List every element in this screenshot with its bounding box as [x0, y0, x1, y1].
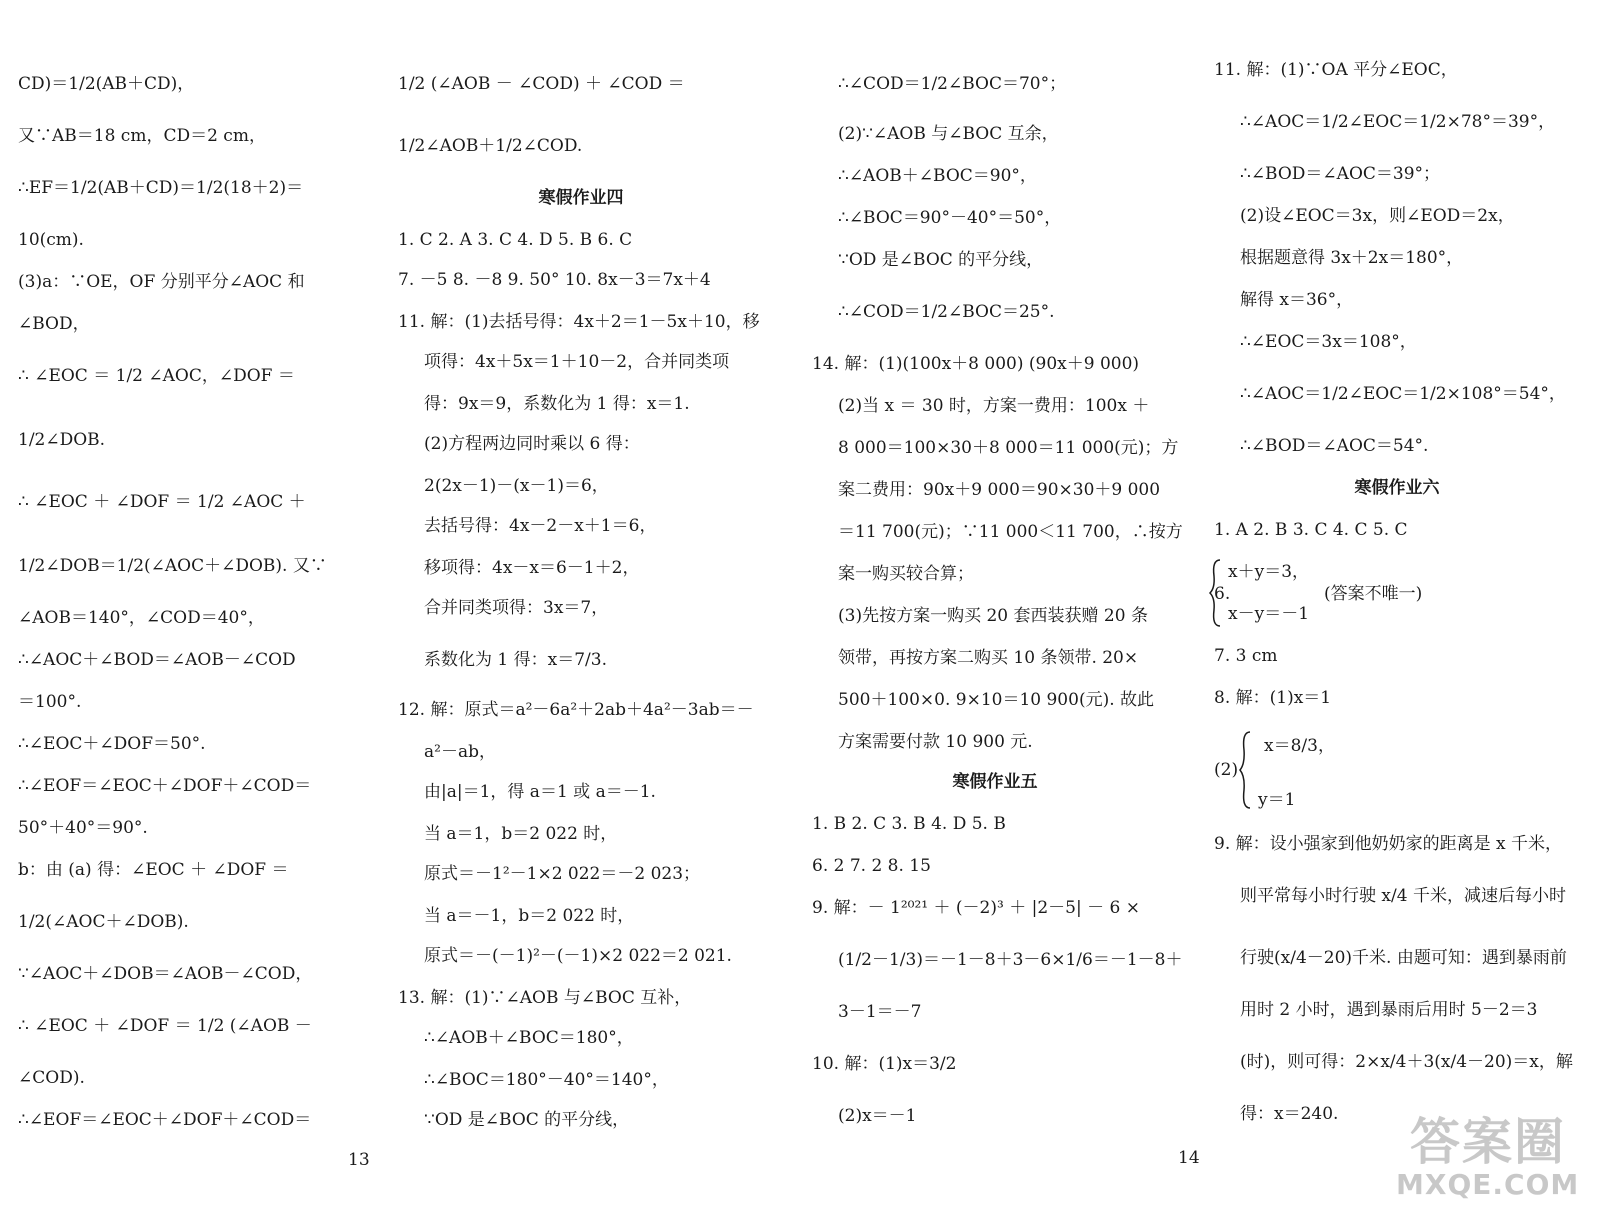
text-line: 项得：4x＋5x＝1＋10－2，合并同类项: [424, 352, 730, 372]
section-title-6: 寒假作业六: [1354, 478, 1440, 498]
text-line: ∵OD 是∠BOC 的平分线，: [838, 250, 1044, 270]
text-line: 根据题意得 3x＋2x＝180°，: [1240, 248, 1464, 268]
text-line: 1/2∠DOB＝1/2(∠AOC＋∠DOB). 又∵: [18, 556, 327, 576]
text-line: (答案不唯一): [1324, 584, 1423, 604]
watermark-text: 答案圈: [1410, 1113, 1566, 1171]
text-line: a²－ab，: [424, 742, 496, 762]
text-line: (3)a：∵OE，OF 分别平分∠AOC 和: [18, 272, 305, 292]
text-line: ＝100°.: [18, 692, 82, 712]
text-line: 1/2∠AOB＋1/2∠COD.: [398, 136, 583, 156]
text-line: ∴∠COD＝1/2∠BOC＝70°；: [838, 74, 1067, 94]
text-line: (1/2－1/3)＝－1－8＋3－6×1/6＝－1－8＋: [838, 950, 1183, 970]
page-number-right: 14: [1178, 1148, 1200, 1168]
text-line: 500＋100×0. 9×10＝10 900(元). 故此: [838, 690, 1155, 710]
text-line: 原式＝－1²－1×2 022＝－2 023；: [424, 864, 701, 884]
text-line: 8. 解：(1)x＝1: [1214, 688, 1332, 708]
text-line: 11. 解：(1)∵OA 平分∠EOC，: [1214, 60, 1458, 80]
text-line: CD)＝1/2(AB＋CD)，: [18, 74, 195, 94]
text-line: 9. 解：设小强家到他奶奶家的距离是 x 千米，: [1214, 834, 1563, 854]
text-line: 案一购买较合算；: [838, 564, 974, 584]
text-line: 12. 解：原式＝a²－6a²＋2ab＋4a²－3ab＝－: [398, 700, 754, 720]
section-title-4: 寒假作业四: [538, 188, 624, 208]
text-line: 14. 解：(1)(100x＋8 000) (90x＋9 000): [812, 354, 1140, 374]
text-line: y＝1: [1258, 790, 1296, 810]
text-line: ∴∠BOC＝90°－40°＝50°，: [838, 208, 1062, 228]
text-line: ∠AOB＝140°，∠COD＝40°，: [18, 608, 265, 628]
text-line: 6.: [1214, 584, 1231, 604]
text-line: 13. 解：(1)∵∠AOB 与∠BOC 互补，: [398, 988, 692, 1008]
text-line: ∵∠AOC＋∠DOB＝∠AOB－∠COD，: [18, 964, 313, 984]
text-line: ∠BOD，: [18, 314, 90, 334]
text-line: ∴ ∠EOC ＋ ∠DOF ＝ 1/2 ∠AOC ＋: [18, 492, 306, 512]
text-line: 系数化为 1 得：x＝7/3.: [424, 650, 607, 670]
text-line: ∠COD).: [18, 1068, 85, 1088]
text-line: ∴∠EOF＝∠EOC＋∠DOF＋∠COD＝: [18, 776, 312, 796]
text-line: ∴∠AOC＝1/2∠EOC＝1/2×108°＝54°，: [1240, 384, 1566, 404]
text-line: ∴∠EOF＝∠EOC＋∠DOF＋∠COD＝: [18, 1110, 312, 1130]
text-line: (2): [1214, 760, 1239, 780]
text-line: 1. C 2. A 3. C 4. D 5. B 6. C: [398, 230, 633, 250]
text-line: (2)x＝－1: [838, 1106, 917, 1126]
text-line: 又∵AB＝18 cm，CD＝2 cm，: [18, 126, 266, 146]
page-number-left: 13: [348, 1150, 370, 1170]
watermark-url: MXQE.COM: [1396, 1168, 1580, 1201]
text-line: 用时 2 小时，遇到暴雨后用时 5－2＝3: [1240, 1000, 1538, 1020]
text-line: 7. 3 cm: [1214, 646, 1278, 666]
text-line: 当 a＝1，b＝2 022 时，: [424, 824, 618, 844]
text-line: 3－1＝－7: [838, 1002, 922, 1022]
text-line: (时)，则可得：2×x/4＋3(x/4－20)＝x，解: [1240, 1052, 1573, 1072]
text-line: ∴ ∠EOC ＝ 1/2 ∠AOC，∠DOF ＝: [18, 366, 295, 386]
text-line: (2)设∠EOC＝3x，则∠EOD＝2x，: [1240, 206, 1515, 226]
text-line: x＝8/3，: [1264, 736, 1335, 756]
text-line: 合并同类项得：3x＝7，: [424, 598, 609, 618]
text-line: ∴∠EOC＋∠DOF＝50°.: [18, 734, 206, 754]
text-line: 得：x＝240.: [1240, 1104, 1339, 1124]
text-line: ∴∠AOC＋∠BOD＝∠AOB－∠COD: [18, 650, 296, 670]
text-line: ∵OD 是∠BOC 的平分线，: [424, 1110, 630, 1130]
text-line: (2)∵∠AOB 与∠BOC 互余，: [838, 124, 1059, 144]
text-line: 当 a＝－1，b＝2 022 时，: [424, 906, 635, 926]
text-line: b：由 (a) 得：∠EOC ＋ ∠DOF ＝: [18, 860, 289, 880]
text-line: 9. 解：－ 1²⁰²¹ ＋ (－2)³ ＋ |2－5| － 6 ×: [812, 898, 1140, 918]
watermark-logo: [1394, 1100, 1594, 1210]
text-line: ∴∠AOB＋∠BOC＝180°，: [424, 1028, 634, 1048]
text-line: 6. 2 7. 2 8. 15: [812, 856, 931, 876]
text-line: x－y＝－1: [1228, 604, 1310, 624]
text-line: ∴∠BOC＝180°－40°＝140°，: [424, 1070, 669, 1090]
text-line: (2)当 x ＝ 30 时，方案一费用：100x ＋: [838, 396, 1150, 416]
text-line: 1. A 2. B 3. C 4. C 5. C: [1214, 520, 1408, 540]
text-line: 8 000＝100×30＋8 000＝11 000(元)；方: [838, 438, 1179, 458]
text-line: 10. 解：(1)x＝3/2: [812, 1054, 957, 1074]
section-title-5: 寒假作业五: [952, 772, 1038, 792]
text-line: x＋y＝3，: [1228, 562, 1310, 582]
text-line: 方案需要付款 10 900 元.: [838, 732, 1033, 752]
text-line: 2(2x－1)－(x－1)＝6，: [424, 476, 609, 496]
text-line: 1/2 (∠AOB － ∠COD) ＋ ∠COD ＝: [398, 74, 685, 94]
text-line: 10(cm).: [18, 230, 84, 250]
text-line: ∴ ∠EOC ＋ ∠DOF ＝ 1/2 (∠AOB －: [18, 1016, 312, 1036]
text-line: 则平常每小时行驶 x/4 千米，减速后每小时: [1240, 886, 1566, 906]
text-line: ∴∠BOD＝∠AOC＝54°.: [1240, 436, 1429, 456]
text-line: 案二费用：90x＋9 000＝90×30＋9 000: [838, 480, 1161, 500]
text-line: 11. 解：(1)去括号得：4x＋2＝1－5x＋10，移: [398, 312, 760, 332]
text-line: ∴∠EOC＝3x＝108°，: [1240, 332, 1417, 352]
text-line: 行驶(x/4－20)千米. 由题可知：遇到暴雨前: [1240, 948, 1567, 968]
text-line: 50°＋40°＝90°.: [18, 818, 148, 838]
text-line: 去括号得：4x－2－x＋1＝6，: [424, 516, 657, 536]
text-line: 原式＝－(－1)²－(－1)×2 022＝2 021.: [424, 946, 732, 966]
text-line: ∴∠COD＝1/2∠BOC＝25°.: [838, 302, 1055, 322]
text-line: 领带，再按方案二购买 10 条领带. 20×: [838, 648, 1139, 668]
text-line: ∴∠AOC＝1/2∠EOC＝1/2×78°＝39°，: [1240, 112, 1556, 132]
text-line: (3)先按方案一购买 20 套西装获赠 20 条: [838, 606, 1148, 626]
text-line: ∴EF＝1/2(AB＋CD)＝1/2(18＋2)＝: [18, 178, 304, 198]
brace-icon: [1208, 558, 1224, 628]
text-line: 得：9x＝9，系数化为 1 得：x＝1.: [424, 394, 690, 414]
text-line: 1. B 2. C 3. B 4. D 5. B: [812, 814, 1006, 834]
text-line: (2)方程两边同时乘以 6 得：: [424, 434, 640, 454]
text-line: ∴∠BOD＝∠AOC＝39°；: [1240, 164, 1441, 184]
text-line: 1/2∠DOB.: [18, 430, 106, 450]
text-line: 移项得：4x－x＝6－1＋2，: [424, 558, 640, 578]
text-line: 由|a|＝1，得 a＝1 或 a＝－1.: [424, 782, 656, 802]
brace-icon: [1238, 730, 1254, 810]
text-line: 解得 x＝36°，: [1240, 290, 1354, 310]
text-line: ＝11 700(元)；∵11 000＜11 700，∴按方: [838, 522, 1183, 542]
text-line: ∴∠AOB＋∠BOC＝90°，: [838, 166, 1037, 186]
text-line: 7. －5 8. －8 9. 50° 10. 8x－3＝7x＋4: [398, 270, 711, 290]
text-line: 1/2(∠AOC＋∠DOB).: [18, 912, 189, 932]
